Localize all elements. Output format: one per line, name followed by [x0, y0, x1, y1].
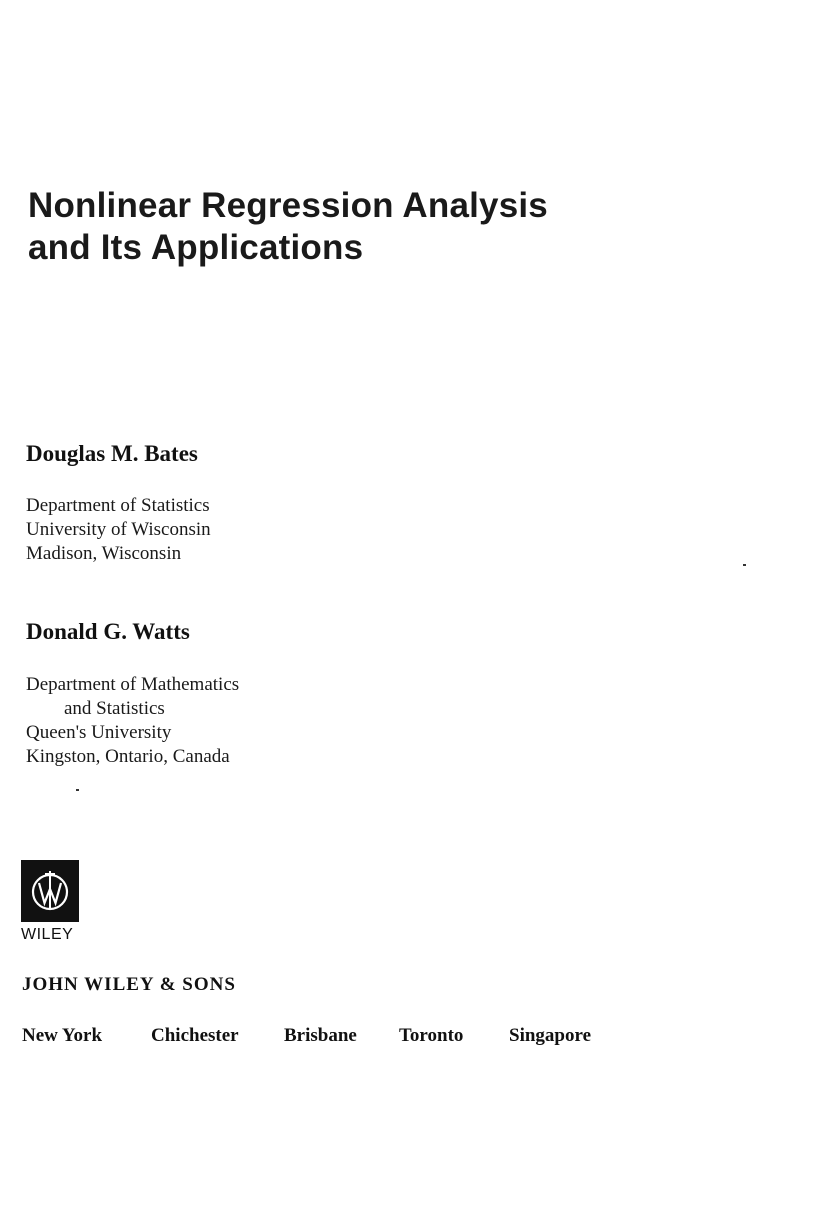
city-new-york: New York	[22, 1025, 103, 1046]
book-title-line-1: Nonlinear Regression Analysis	[28, 186, 548, 225]
affiliation-line: University of Wisconsin	[26, 519, 211, 540]
affiliation-line: Madison, Wisconsin	[26, 543, 182, 564]
affiliation-line: Department of Statistics	[26, 495, 210, 516]
city-brisbane: Brisbane	[284, 1025, 357, 1046]
author-affiliation-watts	[26, 673, 239, 769]
affiliation-line: and Statistics	[64, 698, 165, 719]
author-name-watts: Donald G. Watts	[26, 619, 190, 644]
print-speck	[76, 789, 79, 791]
affiliation-line: Department of Mathematics	[26, 674, 240, 695]
print-speck	[743, 564, 746, 566]
publisher-name: JOHN WILEY & SONS	[22, 974, 236, 995]
city-toronto: Toronto	[399, 1025, 464, 1046]
wiley-logo-icon	[21, 860, 79, 922]
book-title-line-2: and Its Applications	[28, 228, 364, 267]
affiliation-line: Kingston, Ontario, Canada	[26, 746, 230, 767]
author-affiliation-bates	[26, 494, 211, 566]
author-name-bates: Douglas M. Bates	[26, 441, 198, 466]
affiliation-line: Queen's University	[26, 722, 172, 743]
wiley-emblem-icon	[26, 865, 74, 917]
book-title	[28, 185, 548, 269]
city-singapore: Singapore	[509, 1025, 592, 1046]
city-chichester: Chichester	[151, 1025, 239, 1046]
wiley-logo-label: WILEY	[21, 926, 74, 943]
